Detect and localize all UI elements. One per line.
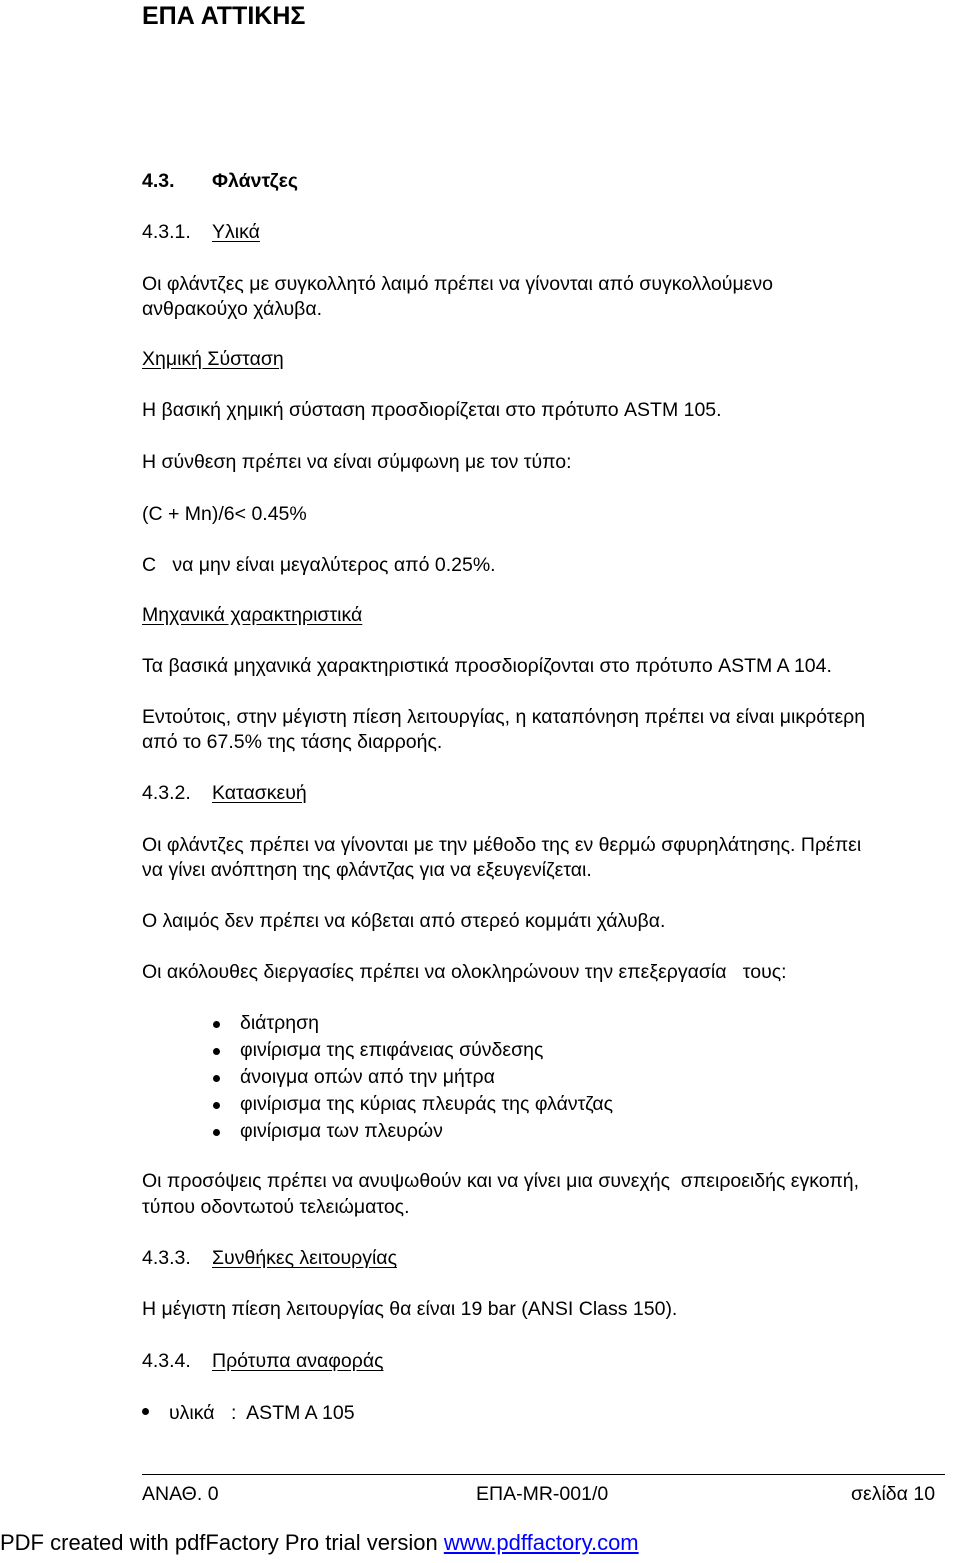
subsection-heading-materials: [142, 221, 260, 244]
paragraph: από το 67.5% της τάσης διαρροής.: [142, 731, 443, 753]
paragraph: τύπου οδοντωτού τελειώματος.: [142, 1196, 410, 1218]
section-title: Φλάντζες: [212, 170, 298, 192]
document-header-title: ΕΠΑ ΑΤΤΙΚΗΣ: [142, 2, 306, 30]
paragraph: Οι προσόψεις πρέπει να ανυψωθούν και να γίνει μια συνεχής σπειροειδής εγκοπή,: [142, 1170, 860, 1192]
list-item: άνοιγμα οπών από την μήτρα: [142, 1064, 613, 1091]
subsection-title: Πρότυπα αναφοράς: [212, 1350, 384, 1372]
subsection-number: 4.3.2.: [142, 782, 191, 804]
list-item: φινίρισμα της επιφάνειας σύνδεσης: [142, 1037, 613, 1064]
paragraph: Ο λαιμός δεν πρέπει να κόβεται από στερεό κομμάτι χάλυβα.: [142, 910, 666, 932]
footer-divider: [142, 1474, 945, 1475]
mechanical-properties-heading: Μηχανικά χαρακτηριστικά: [142, 604, 363, 626]
paragraph: Οι ακόλουθες διεργασίες πρέπει να ολοκληρώνουν την επεξεργασία τους:: [142, 961, 787, 983]
footer-page-number: σελίδα 10: [851, 1483, 936, 1505]
standards-item-label: υλικά: [169, 1402, 215, 1424]
process-list: [142, 1010, 613, 1145]
standards-list-item: [142, 1402, 355, 1425]
standards-item-value: : ASTM A 105: [231, 1402, 355, 1424]
pdf-creator-banner: [0, 1530, 639, 1556]
subsection-number: 4.3.1.: [142, 221, 191, 243]
paragraph: Η μέγιστη πίεση λειτουργίας θα είναι 19 bar (ANSI Class 150).: [142, 1298, 678, 1320]
formula: (C + Mn)/6< 0.45%: [142, 503, 307, 525]
paragraph: Οι φλάντζες πρέπει να γίνονται με την μέθοδο της εν θερμώ σφυρηλάτησης. Πρέπει: [142, 834, 862, 856]
paragraph: Εντούτοις, στην μέγιστη πίεση λειτουργίας, η καταπόνηση πρέπει να είναι μικρότερη: [142, 706, 866, 728]
paragraph: να γίνει ανόπτηση της φλάντζας για να εξευγενίζεται.: [142, 859, 592, 881]
list-item: φινίρισμα της κύριας πλευράς της φλάντζας: [142, 1091, 613, 1118]
subsection-heading-standards: [142, 1350, 384, 1373]
subsection-heading-operating: [142, 1247, 397, 1270]
paragraph: Οι φλάντζες με συγκολλητό λαιμό πρέπει να γίνονται από συγκολλούμενο: [142, 273, 773, 295]
section-number: 4.3.: [142, 170, 175, 192]
subsection-title: Συνθήκες λειτουργίας: [212, 1247, 397, 1269]
subsection-number: 4.3.4.: [142, 1350, 191, 1372]
section-heading: [142, 170, 298, 193]
subsection-heading-construction: [142, 782, 307, 805]
subsection-title: Κατασκευή: [212, 782, 307, 804]
list-item: διάτρηση: [142, 1010, 613, 1037]
subsection-title: Υλικά: [212, 221, 260, 243]
pdffactory-link[interactable]: www.pdffactory.com: [443, 1530, 639, 1555]
bullet-icon: [142, 1408, 149, 1415]
chemical-composition-heading: Χημική Σύσταση: [142, 348, 284, 370]
subsection-number: 4.3.3.: [142, 1247, 191, 1269]
footer-doc-code: ΕΠΑ-MR-001/0: [476, 1483, 609, 1505]
pdf-banner-text: PDF created with pdfFactory Pro trial version: [0, 1530, 444, 1555]
list-item: φινίρισμα των πλευρών: [142, 1118, 613, 1145]
paragraph: Τα βασικά μηχανικά χαρακτηριστικά προσδιορίζονται στο πρότυπο ASTM A 104.: [142, 655, 832, 677]
paragraph: Η σύνθεση πρέπει να είναι σύμφωνη με τον τύπο:: [142, 451, 572, 473]
footer-revision: ΑΝΑΘ. 0: [142, 1483, 219, 1505]
paragraph: Η βασική χημική σύσταση προσδιορίζεται στο πρότυπο ASTM 105.: [142, 399, 722, 421]
paragraph: ανθρακούχο χάλυβα.: [142, 298, 323, 320]
paragraph: C να μην είναι μεγαλύτερος από 0.25%.: [142, 554, 496, 576]
